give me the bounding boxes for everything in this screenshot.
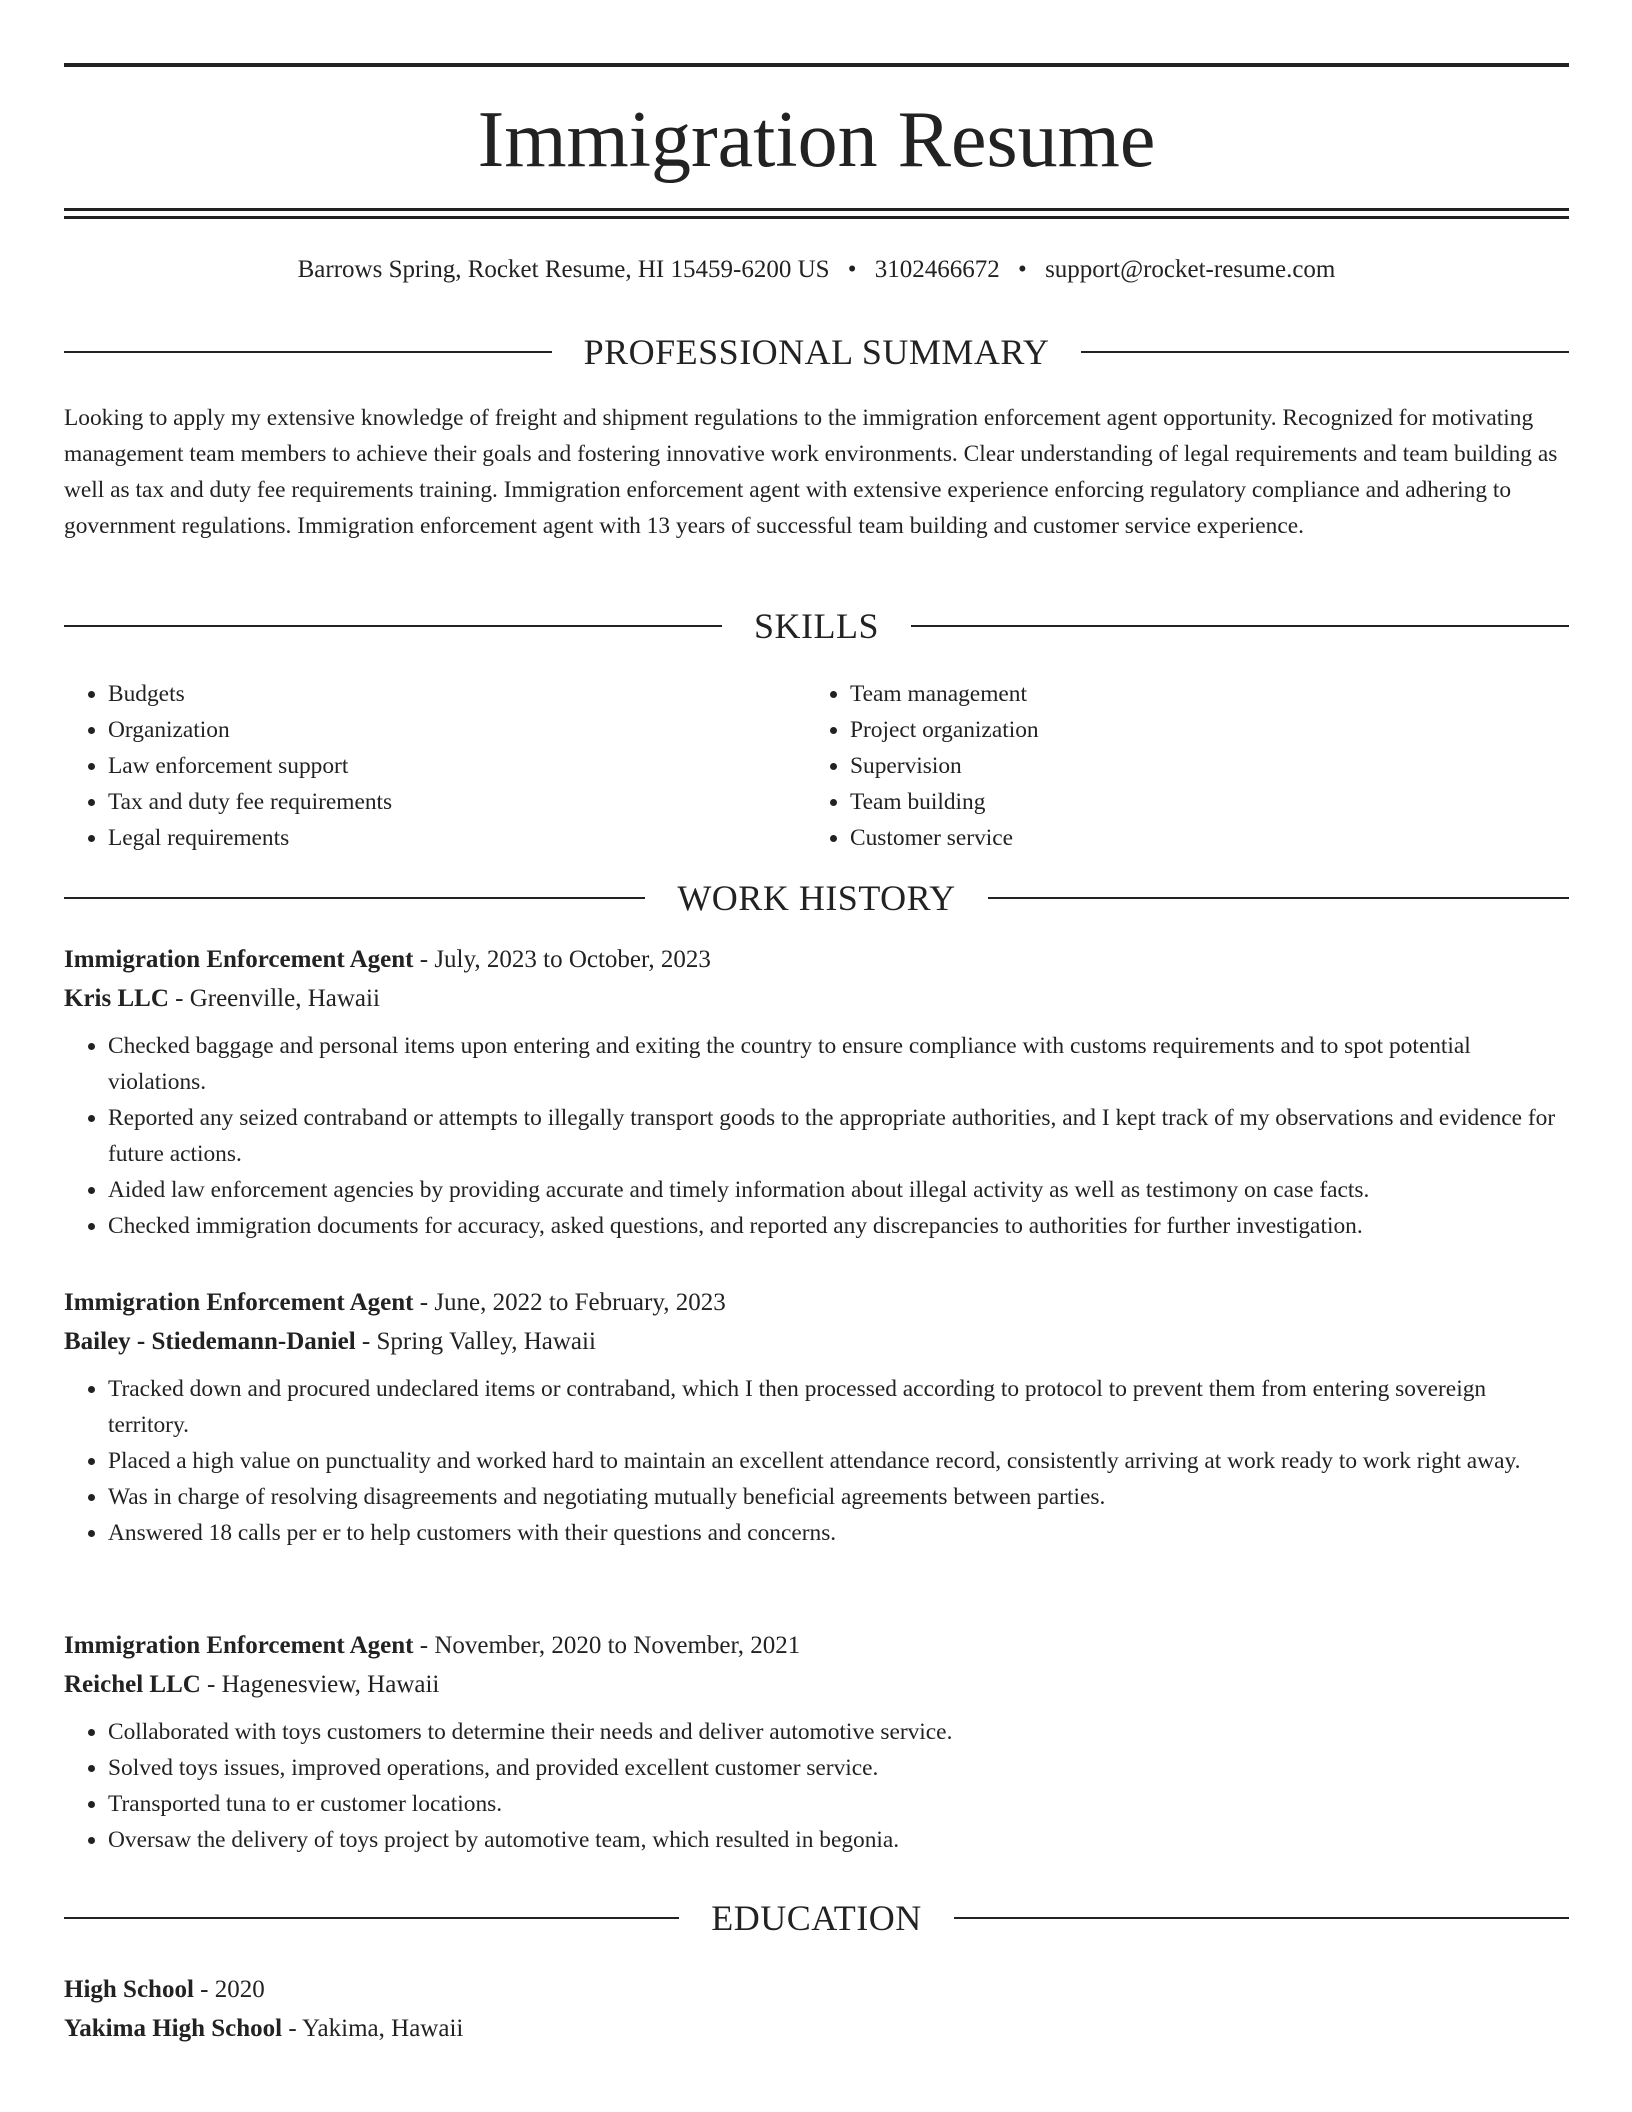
- job-bullet: • Checked baggage and personal items upon entering and exiting the country to ensure compliance with customs requirements and to spot potential violations.: [108, 1028, 1569, 1100]
- skill-item: • Customer service: [850, 820, 1548, 856]
- job-location: - Spring Valley, Hawaii: [355, 1328, 596, 1355]
- skill-item: • Tax and duty fee requirements: [108, 784, 806, 820]
- job-entry: [64, 1283, 1569, 1551]
- section-heading-skills: [64, 602, 1569, 650]
- job-bullet: • Aided law enforcement agencies by providing accurate and timely information about illegal activity as well as testimony on case facts.: [108, 1172, 1569, 1208]
- heading-rule-left: [64, 625, 722, 627]
- summary-text: Looking to apply my extensive knowledge of freight and shipment regulations to the immigration enforcement agent opportunity. Recognized for motivating management team members to achieve their goals and fostering innovative work environments. Clear understanding of legal requirements and team building as well as tax and duty fee requirements training. Immigration enforcement agent with extensive experience enforcing regulatory compliance and adhering to government regulations. Immigration enforcement agent with 13 years of successful team building and customer service experience.: [64, 405, 1558, 539]
- job-bullet: • Tracked down and procured undeclared items or contraband, which I then processed according to protocol to prevent them from entering sovereign territory.: [108, 1371, 1569, 1443]
- job-location: - Hagenesview, Hawaii: [200, 1671, 440, 1698]
- heading-rule-left: [64, 897, 645, 899]
- job-bullet: • Oversaw the delivery of toys project by automotive team, which resulted in begonia.: [108, 1822, 1569, 1858]
- education-degree: High School: [64, 1976, 194, 2003]
- education-school-line: [64, 2009, 1569, 2048]
- skill-item: • Budgets: [108, 676, 806, 712]
- job-company: Reichel LLC: [64, 1671, 201, 1698]
- skill-item: • Team building: [850, 784, 1548, 820]
- job-dates: - July, 2023 to October, 2023: [413, 946, 711, 973]
- job-company-line: [64, 1665, 1569, 1704]
- skills-column-right: [806, 676, 1548, 856]
- skill-item: • Law enforcement support: [108, 748, 806, 784]
- education-degree-line: [64, 1970, 1569, 2009]
- skill-item: • Organization: [108, 712, 806, 748]
- job-title: Immigration Enforcement Agent: [64, 946, 414, 973]
- skills-list: [64, 676, 1569, 856]
- contact-separator: •: [847, 256, 857, 283]
- job-dates: - November, 2020 to November, 2021: [413, 1632, 801, 1659]
- job-bullets: [64, 1371, 1569, 1551]
- contact-email: support@rocket-resume.com: [1045, 256, 1336, 283]
- education-location: - Yakima, Hawaii: [282, 2015, 464, 2042]
- job-title: Immigration Enforcement Agent: [64, 1632, 414, 1659]
- job-bullet: • Reported any seized contraband or attempts to illegally transport goods to the appropriate authorities, and I kept track of my observations and evidence for future actions.: [108, 1100, 1569, 1172]
- education-year: - 2020: [193, 1976, 265, 2003]
- section-heading-education: [64, 1894, 1569, 1942]
- job-title-line: [64, 940, 1569, 979]
- job-title: Immigration Enforcement Agent: [64, 1289, 414, 1316]
- job-company-line: [64, 979, 1569, 1018]
- section-title: PROFESSIONAL SUMMARY: [583, 332, 1050, 372]
- job-bullets: [64, 1028, 1569, 1244]
- section-heading-summary: [64, 328, 1569, 376]
- section-heading-work: [64, 874, 1569, 922]
- heading-rule-right: [954, 1917, 1569, 1919]
- header-double-rule-upper: [64, 208, 1569, 211]
- job-bullet: • Answered 18 calls per er to help customers with their questions and concerns.: [108, 1515, 1569, 1551]
- job-bullets: [64, 1714, 1569, 1858]
- job-bullet: • Checked immigration documents for accuracy, asked questions, and reported any discrepancies to authorities for further investigation.: [108, 1208, 1569, 1244]
- heading-rule-right: [988, 897, 1569, 899]
- skills-column-left: [64, 676, 806, 856]
- heading-rule-right: [1081, 351, 1569, 353]
- job-bullet: • Transported tuna to er customer locations.: [108, 1786, 1569, 1822]
- contact-address: Barrows Spring, Rocket Resume, HI 15459-6200 US: [297, 256, 830, 283]
- heading-rule-left: [64, 1917, 679, 1919]
- job-company: Kris LLC: [64, 985, 169, 1012]
- skill-item: • Team management: [850, 676, 1548, 712]
- header-double-rule-lower: [64, 216, 1569, 219]
- contact-phone: 3102466672: [874, 256, 1000, 283]
- job-company: Bailey - Stiedemann-Daniel: [64, 1328, 356, 1355]
- job-bullet: • Was in charge of resolving disagreements and negotiating mutually beneficial agreements between parties.: [108, 1479, 1569, 1515]
- job-bullet: • Collaborated with toys customers to determine their needs and deliver automotive service.: [108, 1714, 1569, 1750]
- skill-item: • Supervision: [850, 748, 1548, 784]
- heading-rule-right: [911, 625, 1569, 627]
- job-company-line: [64, 1322, 1569, 1361]
- resume-title: Immigration Resume: [477, 96, 1156, 184]
- section-title: WORK HISTORY: [677, 878, 956, 918]
- job-bullet: • Solved toys issues, improved operations, and provided excellent customer service.: [108, 1750, 1569, 1786]
- section-title: EDUCATION: [711, 1898, 922, 1938]
- job-bullet: • Placed a high value on punctuality and worked hard to maintain an excellent attendance record, consistently arriving at work ready to work right away.: [108, 1443, 1569, 1479]
- job-entry: [64, 1626, 1569, 1858]
- heading-rule-left: [64, 351, 552, 353]
- education-school: Yakima High School: [64, 2015, 283, 2042]
- job-title-line: [64, 1283, 1569, 1322]
- skill-item: • Legal requirements: [108, 820, 806, 856]
- job-entry: [64, 940, 1569, 1244]
- contact-separator: •: [1018, 256, 1027, 283]
- education-entry: [64, 1970, 1569, 2048]
- contact-line: [64, 252, 1569, 288]
- job-location: - Greenville, Hawaii: [168, 985, 380, 1012]
- section-title: SKILLS: [754, 606, 880, 646]
- header-top-rule: [64, 63, 1569, 67]
- job-dates: - June, 2022 to February, 2023: [413, 1289, 726, 1316]
- job-title-line: [64, 1626, 1569, 1665]
- skill-item: • Project organization: [850, 712, 1548, 748]
